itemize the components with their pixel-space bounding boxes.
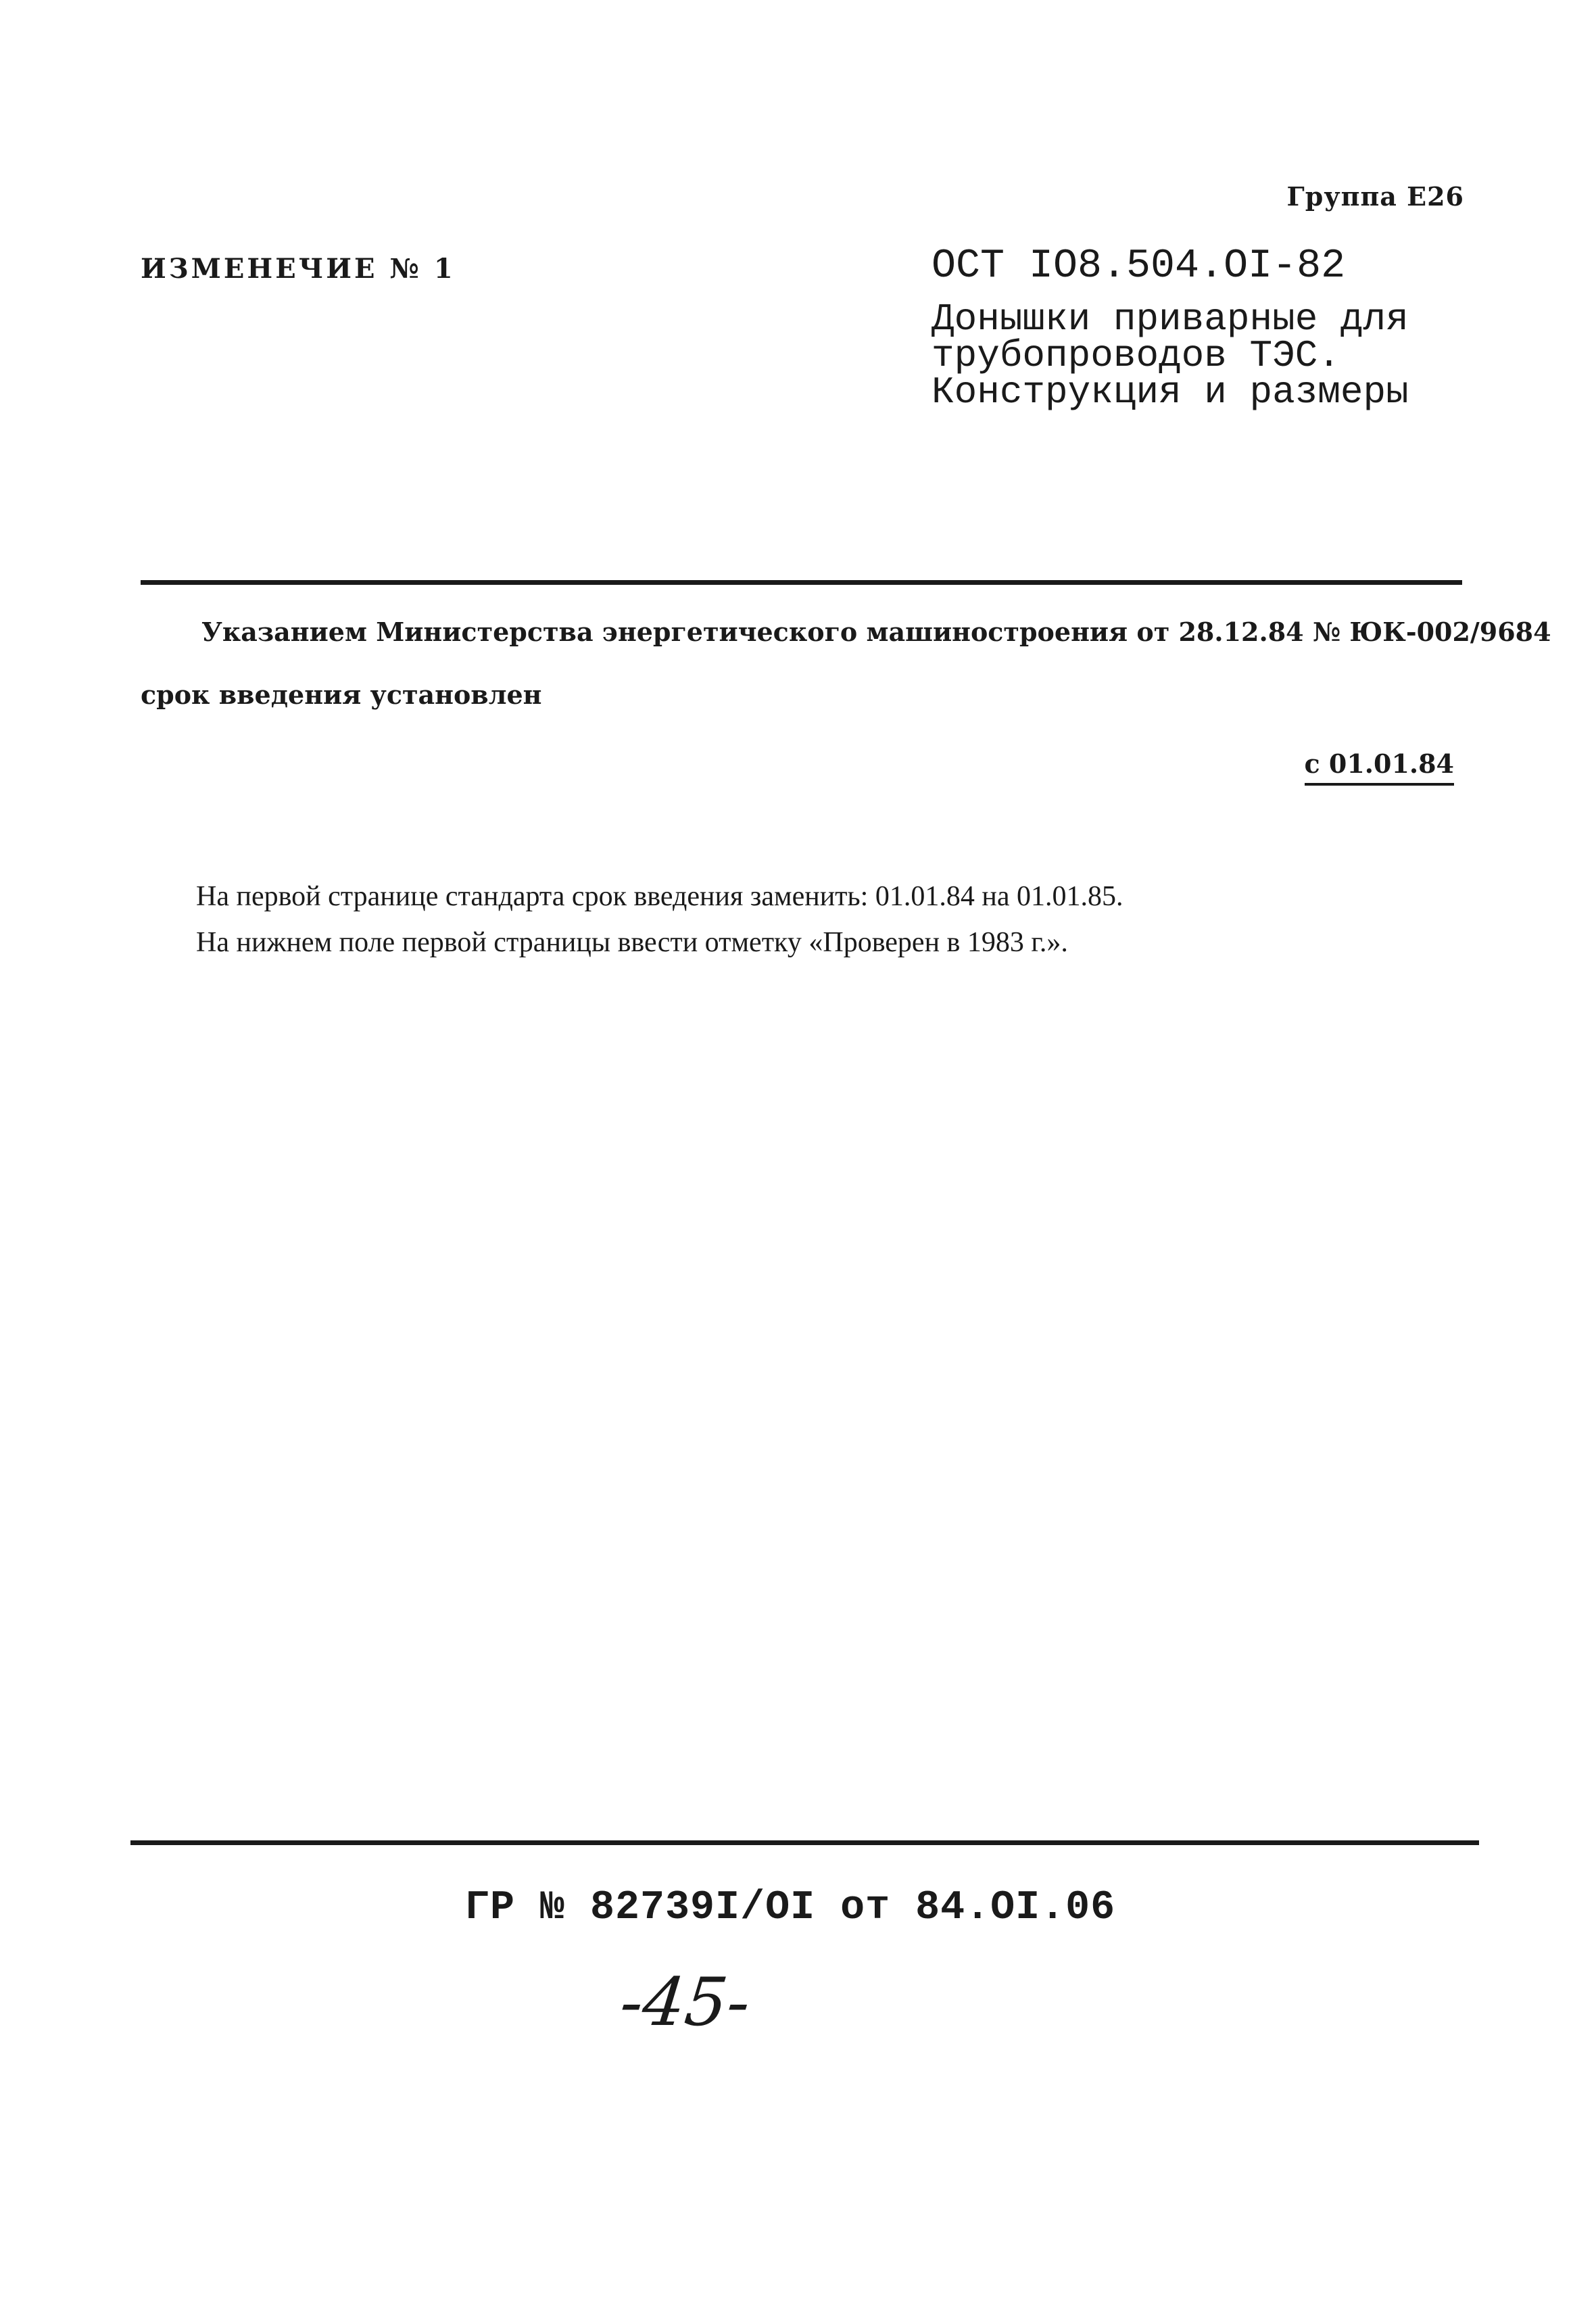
- change-item: На первой странице стандарта срок введения заменить: 01.01.84 на 01.01.85.: [196, 881, 1123, 912]
- group-label: Группа Е26: [1286, 181, 1464, 212]
- standard-code: ОСТ IO8.504.OI-82: [932, 243, 1346, 289]
- standard-name-line: Конструкция и размеры: [932, 371, 1409, 414]
- bottom-divider: [130, 1840, 1479, 1845]
- registration-number: ГР № 82739I/OI от 84.OI.06: [465, 1885, 1116, 1931]
- standard-name-line: трубопроводов ТЭС.: [932, 334, 1340, 377]
- page-number: -45-: [616, 1964, 754, 2041]
- directive-text: Указанием Министерства энергетического машиностроения от 28.12.84 № ЮК-002/9684: [201, 617, 1551, 647]
- amendment-title: ИЗМЕНЕЧИЕ № 1: [141, 253, 456, 285]
- top-divider: [141, 580, 1462, 585]
- standard-name: [932, 297, 1409, 414]
- effective-label: срок введения установлен: [141, 679, 542, 710]
- standard-name-line: Донышки приварные для: [932, 297, 1409, 341]
- effective-date: с 01.01.84: [1305, 748, 1454, 786]
- change-item: На нижнем поле первой страницы ввести отметку «Проверен в 1983 г.».: [196, 927, 1068, 958]
